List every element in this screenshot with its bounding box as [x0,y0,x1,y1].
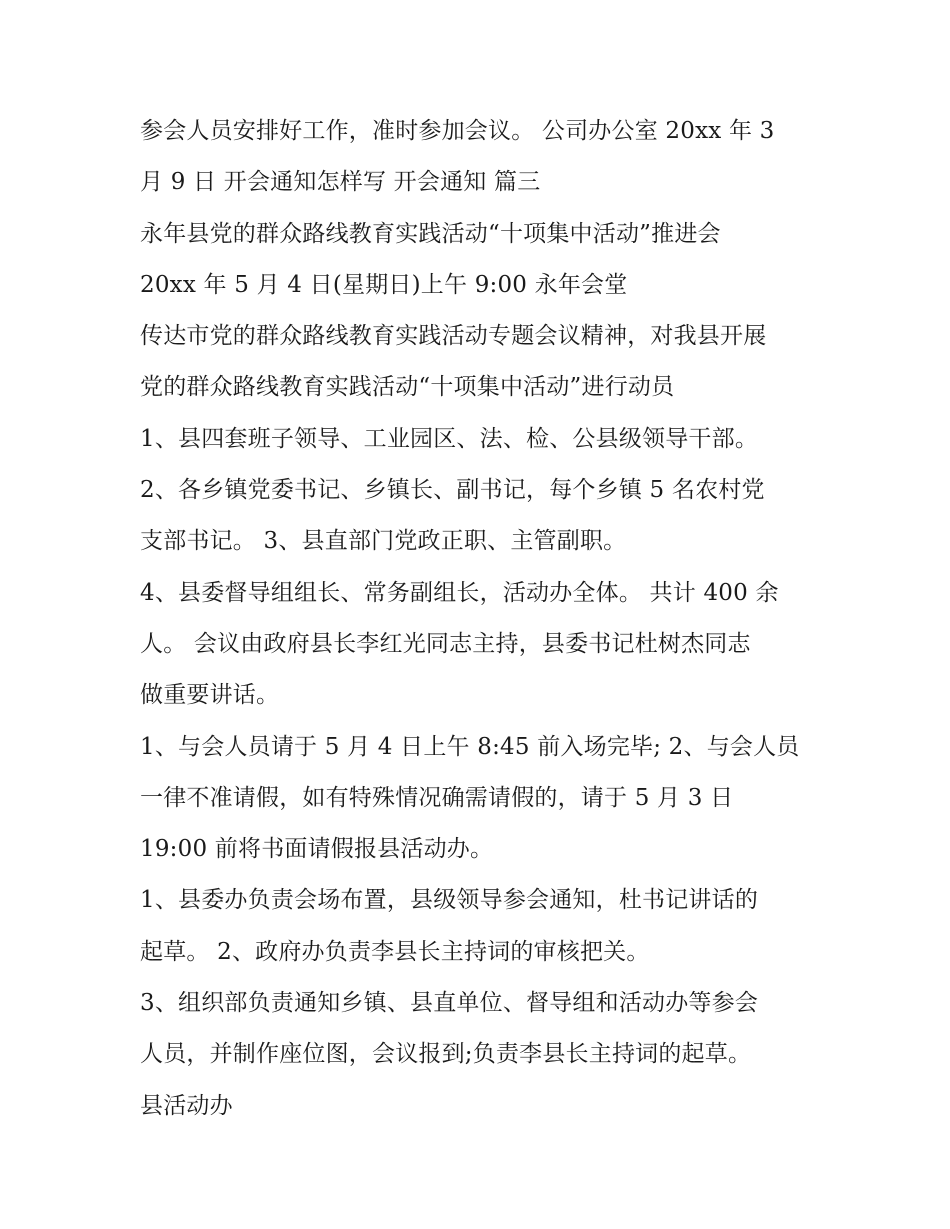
text-line-12: 做重要讲话。 [140,682,280,709]
text-line-10: 4、县委督导组组长、常务副组长，活动办全体。 共计 400 余 [140,579,779,606]
text-line-4: 20xx 年 5 月 4 日(星期日)上午 9:00 永年会堂 [140,271,628,298]
text-line-20: 县活动办 [140,1092,233,1119]
text-line-18: 3、组织部负责通知乡镇、县直单位、督导组和活动办等参会 [140,990,759,1017]
text-line-7: 1、县四套班子领导、工业园区、法、检、公县级领导干部。 [140,425,759,452]
text-line-16: 1、县委办负责会场布置，县级领导参会通知，杜书记讲话的 [140,887,759,914]
text-line-15: 19:00 前将书面请假报县活动办。 [140,836,494,863]
text-line-11: 人。 会议由政府县长李红光同志主持，县委书记杜树杰同志 [140,630,751,657]
text-line-14: 一律不准请假，如有特殊情况确需请假的，请于 5 月 3 日 [140,784,734,811]
text-line-9: 支部书记。 3、县直部门党政正职、主管副职。 [140,528,627,555]
text-line-17: 起草。 2、政府办负责李县长主持词的审核把关。 [140,938,650,965]
text-line-3: 永年县党的群众路线教育实践活动“十项集中活动”推进会 [140,220,721,247]
text-line-19: 人员，并制作座位图，会议报到;负责李县长主持词的起草。 [140,1041,752,1068]
text-line-2: 月 9 日 开会通知怎样写 开会通知 篇三 [140,169,541,196]
text-line-5: 传达市党的群众路线教育实践活动专题会议精神，对我县开展 [140,323,767,350]
text-line-1: 参会人员安排好工作，准时参加会议。 公司办公室 20xx 年 3 [140,118,775,144]
document-body [140,106,840,1132]
text-line-13: 1、与会人员请于 5 月 4 日上午 8:45 前入场完毕; 2、与会人员 [140,733,800,760]
text-line-6: 党的群众路线教育实践活动“十项集中活动”进行动员 [140,374,675,401]
text-line-8: 2、各乡镇党委书记、乡镇长、副书记，每个乡镇 5 名农村党 [140,477,765,504]
